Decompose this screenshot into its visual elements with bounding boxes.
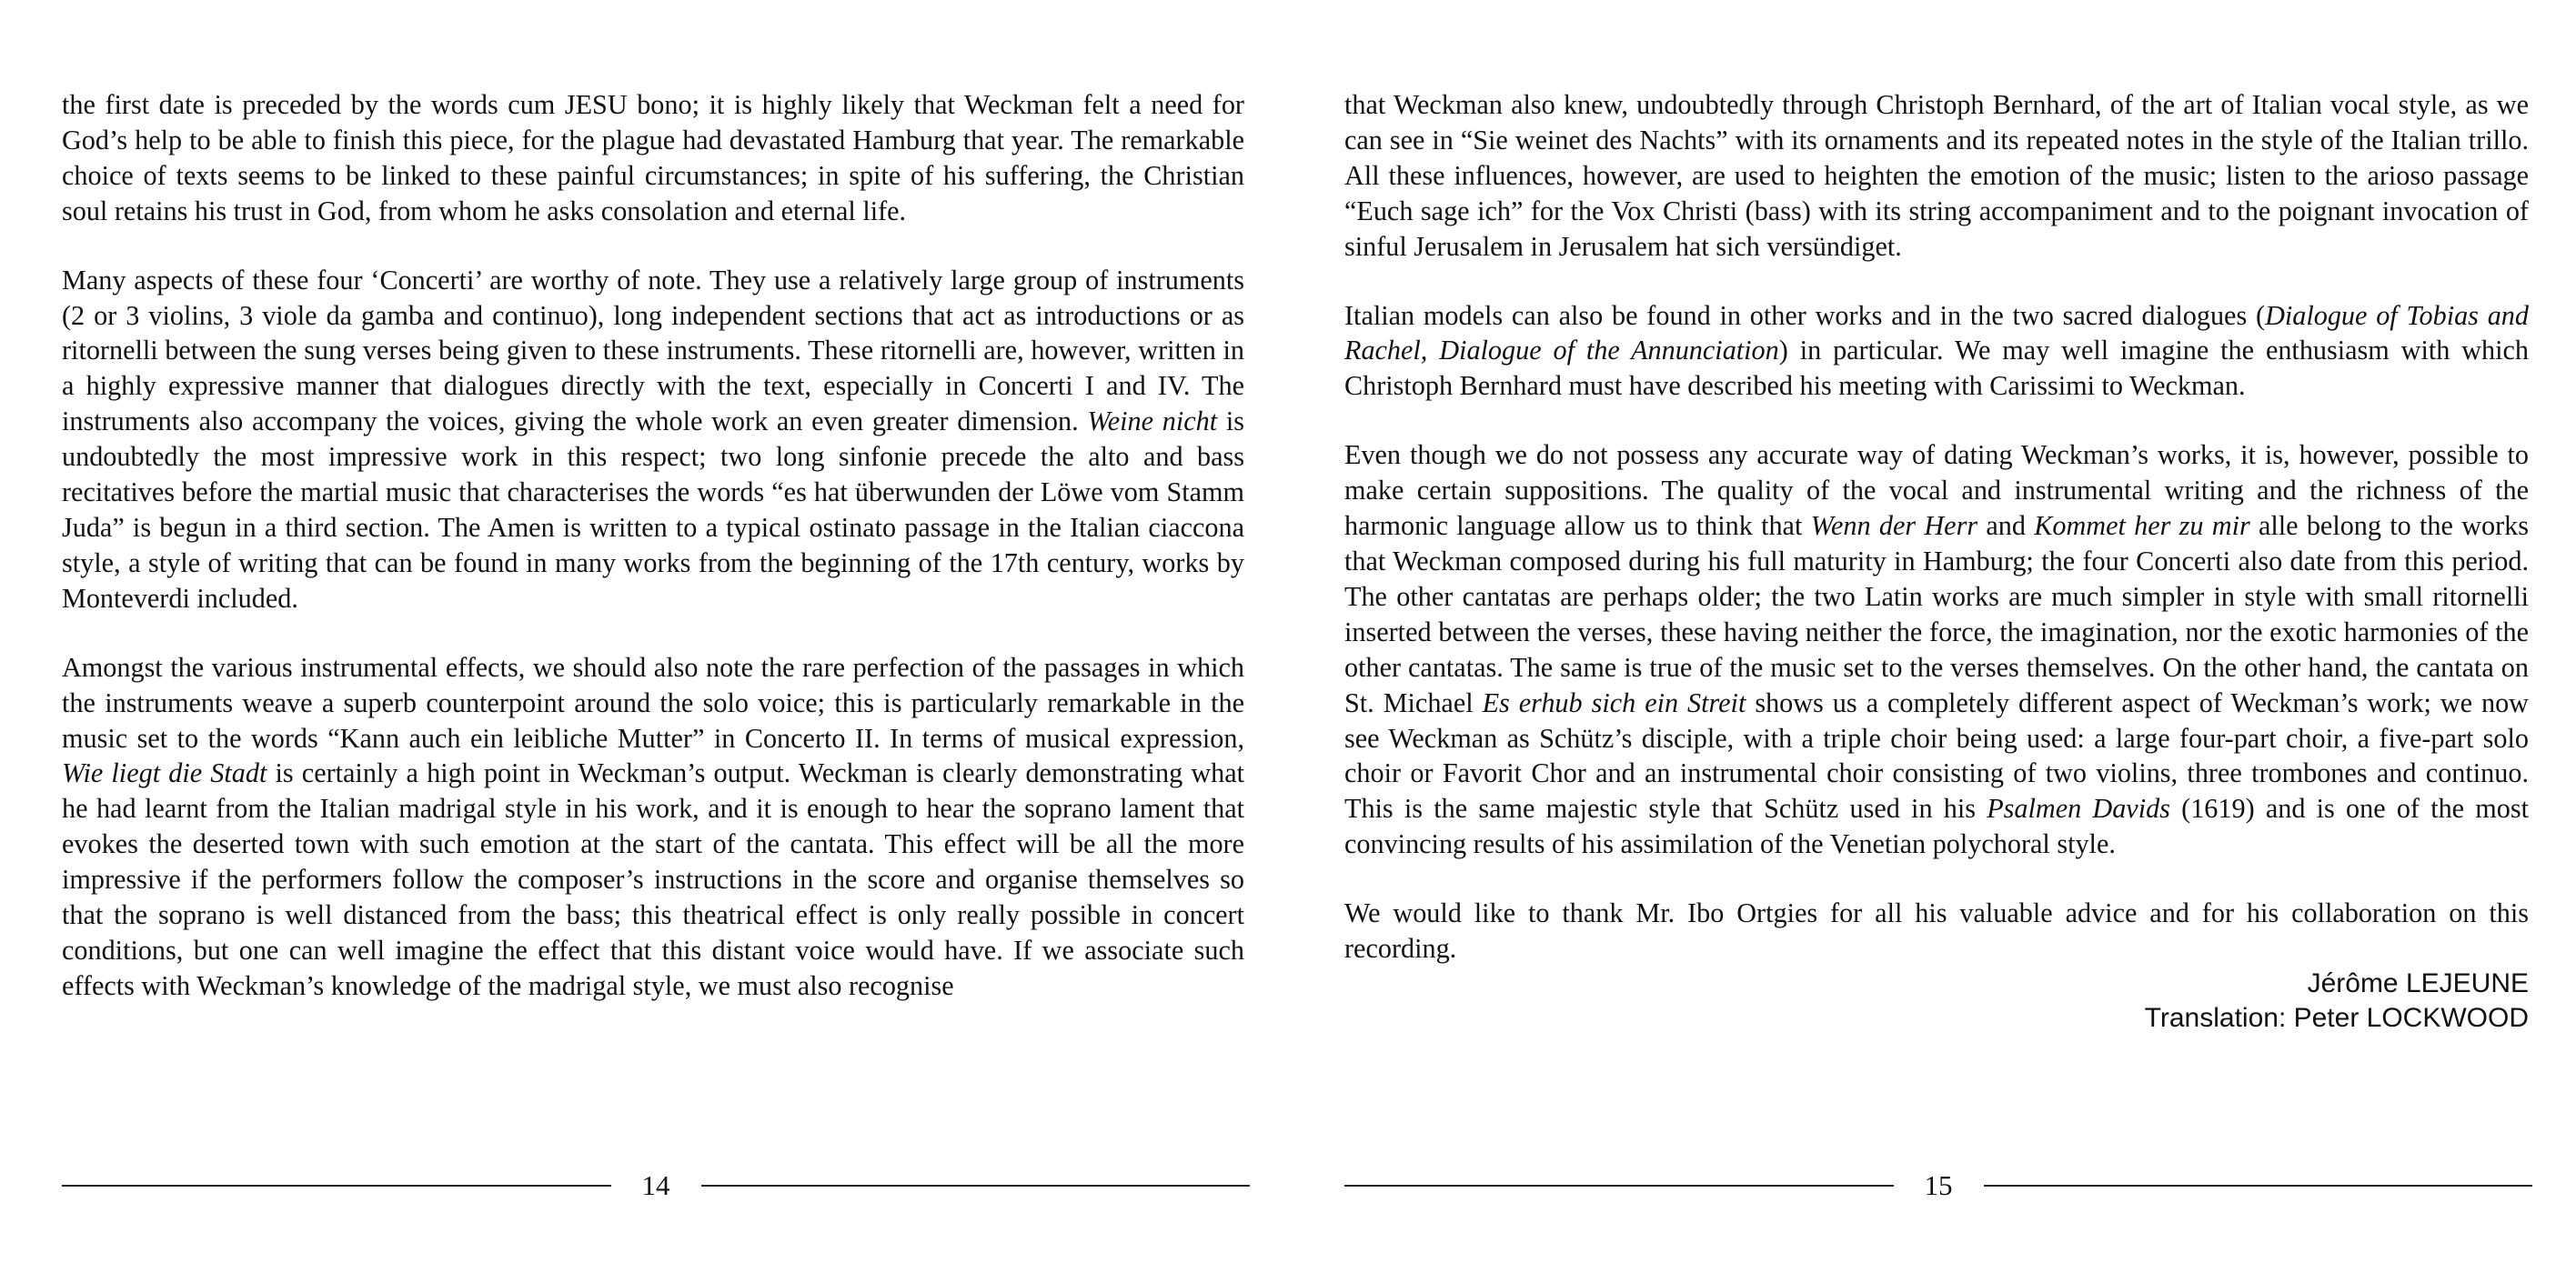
footer-rule	[701, 1185, 1251, 1187]
italic-title: Dialogue of Tobias and Rachel, Dialogue of the Annunciation	[1344, 299, 2529, 366]
text-run: (1619) and is one of the most convincing results of his assimilation of the Venetian polychoral style.	[1344, 793, 2530, 860]
footer-rule	[1984, 1185, 2533, 1187]
text-run: is undoubtedly the most impressive work in this respect; two long sinfonie precede the alto and bass recitatives before the martial music that characterises the words “es hat überwunden der Löwe vom Stamm Juda” is begun in a third section. The Amen is written to a typical ostinato passage in the Italian ciaccona style, a style of writing that can be found in many works from the beginning of the 17th century, works by Monteverdi included.	[62, 406, 1245, 614]
left-page-footer	[62, 1164, 1250, 1208]
left-page	[62, 87, 1244, 1037]
footer-rule	[62, 1185, 611, 1187]
paragraph	[62, 87, 1244, 229]
italic-title: Wie liegt die Stadt	[62, 757, 267, 789]
paragraph	[1344, 437, 2529, 862]
page-number: 14	[641, 1169, 670, 1201]
text-run: Italian models can also be found in other works and in the two sacred dialogues (	[1344, 299, 2266, 331]
text-run: alle belong to the works that Weckman composed during his full maturity in Hamburg; the four Concerti also date from this period. The other cantatas are perhaps older; the two Latin works are much simpler in style with small ritornelli inserted between the verses, these having neither the force, the imagination, nor the exotic harmonies of the other cantatas. The same is true of the music set to the verses themselves. On the other hand, the cantata on St. Michael	[1344, 510, 2529, 718]
paragraph	[1344, 298, 2529, 405]
signature-translation: Translation: Peter LOCKWOOD	[2144, 1002, 2529, 1033]
italic-title: Psalmen Davids	[1987, 793, 2170, 825]
paragraph	[62, 650, 1244, 1004]
text-run: Amongst the various instrumental effects, we should also note the rare perfection of the passages in which the instruments weave a superb counterpoint around the solo voice; this is particularly remarkable in the music set to the words “Kann auch ein leibliche Mutter” in Concerto II. In terms of musical expression,	[62, 651, 1244, 754]
page-number: 15	[1924, 1169, 1953, 1201]
italic-title: Wenn der Herr	[1810, 510, 1978, 542]
text-run: the first date is preceded by the words cum JESU bono; it is highly likely that Weckman felt a need for God’s help to be able to finish this piece, for the plague had devastated Hamburg that year. The remarkable choice of texts seems to be linked to these painful circumstances; in spite of his suffering, the Christian soul retains his trust in God, from whom he asks consolation and eternal life.	[62, 89, 1244, 226]
italic-title: Es erhub sich ein Streit	[1482, 687, 1746, 718]
right-page	[1344, 87, 2529, 1036]
text-run: Even though we do not possess any accurate way of dating Weckman’s works, it is, however, possible to make certain suppositions. The quality of the vocal and instrumental writing and the richness of the harmonic language allow us to think that	[1344, 439, 2529, 542]
text-run: We would like to thank Mr. Ibo Ortgies for all his valuable advice and for his collaboration on this recording.	[1344, 897, 2529, 965]
footer-rule	[1344, 1185, 1894, 1187]
text-run: ) in particular. We may well imagine the enthusiasm with which Christoph Bernhard must have described his meeting with Carissimi to Weckman.	[1344, 335, 2529, 402]
text-run: and	[1977, 510, 2035, 542]
paragraph	[1344, 87, 2529, 265]
text-run: is certainly a high point in Weckman’s output. Weckman is clearly demonstrating what he had learnt from the Italian madrigal style in his work, and it is enough to hear the soprano lament that evokes the deserted town with such emotion at the start of the cantata. This effect will be all the more impressive if the performers follow the composer’s instructions in the score and organise themselves so that the soprano is well distanced from the bass; this theatrical effect is only really possible in concert conditions, but one can well imagine the effect that this distant voice would have. If we associate such effects with Weckman’s knowledge of the madrigal style, we must also recognise	[62, 757, 1245, 1001]
signature-author: Jérôme LEJEUNE	[2307, 967, 2529, 998]
right-page-footer	[1344, 1164, 2532, 1208]
paragraph	[1344, 896, 2529, 967]
text-run: shows us a completely different aspect of Weckman’s work; we now see Weckman as Schütz’s disciple, with a triple choir being used: a large four-part choir, a five-part solo choir or Favorit Chor and an instrumental choir consisting of two violins, three trombones and continuo. This is the same majestic style that Schütz used in his	[1344, 687, 2529, 825]
text-run: Many aspects of these four ‘Concerti’ are worthy of note. They use a relatively large group of instruments (2 or 3 violins, 3 viole da gamba and continuo), long independent sections that act as introductions or as ritornelli between the sung verses being given to these instruments. These ritornelli are, however, written in a highly expressive manner that dialogues directly with the text, especially in Concerti I and IV. The instruments also accompany the voices, giving the whole work an even greater dimension.	[62, 264, 1244, 437]
italic-title: Kommet her zu mir	[2034, 510, 2250, 542]
text-run: that Weckman also knew, undoubtedly through Christoph Bernhard, of the art of Italian vocal style, as we can see in “Sie weinet des Nachts” with its ornaments and its repeated notes in the style of the Italian trillo. All these influences, however, are used to heighten the emotion of the music; listen to the arioso passage “Euch sage ich” for the Vox Christi (bass) with its string accompaniment and to the poignant invocation of sinful Jerusalem in Jerusalem hat sich versündiget.	[1344, 89, 2529, 262]
paragraph	[62, 263, 1244, 616]
italic-title: Weine nicht	[1087, 406, 1218, 437]
